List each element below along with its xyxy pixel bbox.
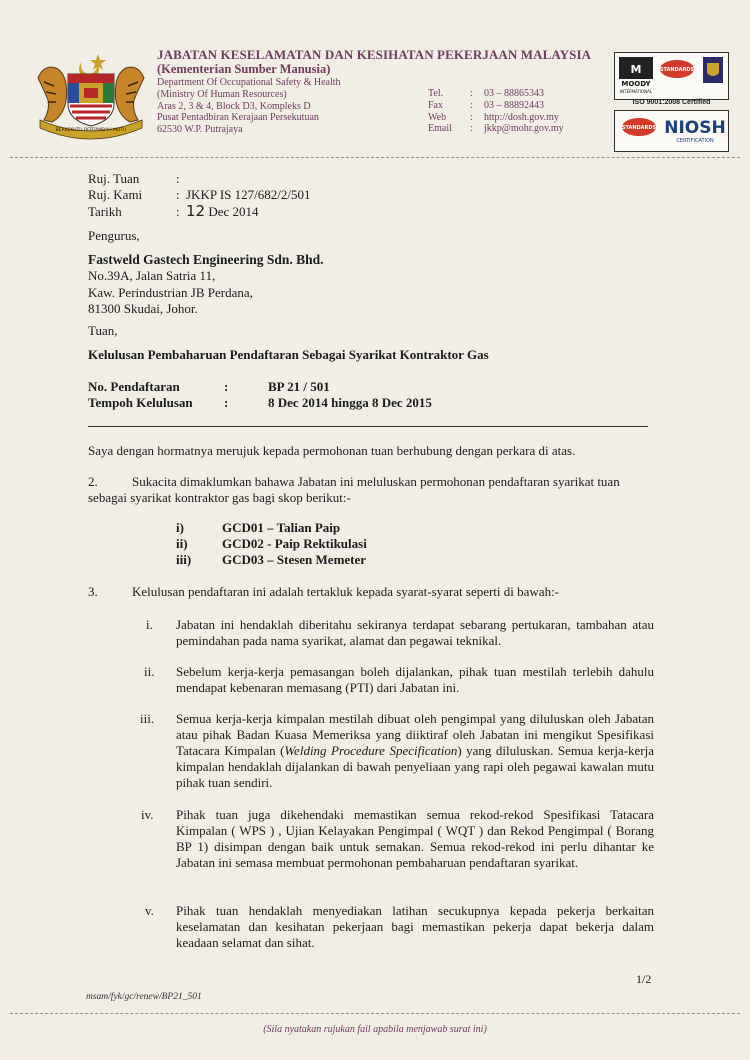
dept-english: Department Of Occupational Safety & Health (157, 77, 341, 88)
file-reference: msam/fyk/gc/renew/BP21_501 (86, 992, 202, 1002)
condition-number: iv. (141, 807, 154, 822)
tarikh-value: 12 Dec 2014 (186, 202, 259, 220)
web-value: http://dosh.gov.my (484, 111, 559, 123)
ministry-english: (Ministry Of Human Resources) (157, 88, 287, 100)
svg-text:INTERNATIONAL: INTERNATIONAL (619, 89, 653, 94)
svg-text:M: M (630, 63, 642, 76)
paragraph-1: Saya dengan hormatnya merujuk kepada permohonan tuan berhubung dengan perkara di atas. (88, 443, 576, 458)
svg-text:NIOSH: NIOSH (664, 118, 726, 138)
svg-text:CERTIFICATION: CERTIFICATION (676, 138, 714, 144)
recipient-title: Pengurus, (88, 228, 140, 243)
registration-block: No. Pendaftaran : BP 21 / 501 Tempoh Kelulusan : 8 Dec 2014 hingga 8 Dec 2015 (88, 379, 432, 410)
address-line-2: Pusat Pentadbiran Kerajaan Persekutuan (157, 112, 319, 124)
page-number: 1/2 (636, 972, 652, 986)
reg-label: No. Pendaftaran (88, 379, 180, 394)
condition-number: ii. (144, 664, 155, 679)
svg-text:MOODY: MOODY (621, 80, 651, 88)
period-label: Tempoh Kelulusan (88, 395, 193, 410)
paragraph-3-number: 3. (88, 584, 98, 599)
salutation: Tuan, (88, 323, 118, 338)
condition-text: Sebelum kerja-kerja pemasangan boleh dijalankan, pihak tuan mestilah terlebih dahulu mendapat kebenaran memasang (PTI) dari Jabatan ini. (176, 664, 654, 695)
tel-value: 03 – 88865343 (484, 88, 544, 99)
condition-text: Jabatan ini hendaklah diberitahu sekiranya terdapat sebarang pertukaran, tambahan atau pemindahan pada nama syarikat, alamat dan pegawai teknikal. (176, 617, 654, 648)
ruj-kami-label: Ruj. Kami (88, 187, 143, 202)
paragraph-2-line-2: sebagai syarikat kontraktor gas bagi skop berikut:- (88, 490, 351, 505)
recipient-address: No.39A, Jalan Satria 11, Kaw. Perindustrian JB Perdana, 81300 Skudai, Johor. (88, 268, 253, 316)
condition-number: i. (146, 617, 153, 632)
condition-number: iii. (140, 711, 155, 726)
svg-text:STANDARDS: STANDARDS (621, 125, 657, 131)
footer-divider (10, 1013, 740, 1014)
condition-number: v. (145, 903, 154, 918)
ruj-kami-value: JKKP IS 127/682/2/501 (186, 187, 311, 202)
subject-underline (88, 426, 648, 427)
ministry-name: (Kementerian Sumber Manusia) (157, 62, 331, 76)
agency-name: JABATAN KESELAMATAN DAN KESIHATAN PEKERJAAN MALAYSIA (157, 47, 592, 62)
paragraph-3: Kelulusan pendaftaran ini adalah tertakluk kepada syarat-syarat seperti di bawah:- (132, 584, 560, 599)
address-line-3: 62530 W.P. Putrajaya (157, 124, 243, 136)
scope-item: i) GCD01 – Talian Paip (176, 520, 341, 535)
condition-text: Semua kerja-kerja kimpalan mestilah dibuat oleh pengimpal yang diluluskan oleh Jabatan atau pihak Badan Kuasa Memeriksa yang diiktiraf oleh Jabatan ini mengikut Spesifikasi Tatacara Kimpalan (Welding Procedure Specification) yang diluluskan. Semua kerja-kerja kimpalan hendaklah dijalankan di bawah penyeliaan yang rapi oleh pegawai kawalan mutu pihak tuan sendiri. (176, 711, 655, 790)
period-value: 8 Dec 2014 hingga 8 Dec 2015 (268, 395, 432, 410)
tarikh-day-handwritten: 12 (186, 202, 206, 220)
certification-badge-moody (614, 52, 729, 100)
address-line-1: Aras 2, 3 & 4, Block D3, Kompleks D (157, 100, 311, 112)
agency-address (157, 77, 341, 136)
header-divider (10, 157, 740, 158)
contact-details: Tel. : 03 – 88865343 Fax : 03 – 88892443 Web : http://dosh.gov.my Email : jkkp@mohr.gov.my (428, 88, 564, 135)
reference-block: Ruj. Tuan : Ruj. Kami : JKKP IS 127/682/2/501 Tarikh : 12 Dec 2014 (88, 171, 311, 220)
reg-value: BP 21 / 501 (268, 379, 330, 394)
ruj-tuan-label: Ruj. Tuan (88, 171, 140, 186)
scope-item: ii) GCD02 - Paip Rektikulasi (176, 536, 367, 551)
certification-badge-niosh (614, 110, 729, 152)
paragraph-2-line-1: Sukacita dimaklumkan bahawa Jabatan ini meluluskan permohonan pendaftaran syarikat tuan (132, 474, 620, 489)
scope-list (176, 520, 367, 568)
tarikh-label: Tarikh (88, 203, 122, 219)
recipient-company: Fastweld Gastech Engineering Sdn. Bhd. (88, 252, 324, 267)
svg-text:BERSEKUTU BERTAMBAH MUTU: BERSEKUTU BERTAMBAH MUTU (55, 128, 127, 133)
scope-item: iii) GCD03 – Stesen Memeter (176, 552, 367, 567)
condition-text: Pihak tuan juga dikehendaki memastikan semua rekod-rekod Spesifikasi Tatacara Kimpalan ( WPS ) , Ujian Kelayakan Pengimpal ( WQT ) dan Rekod Pengimpal ( Borang BP 1) disimpan dengan baik untuk semakan. Semua rekod-rekod ini perlu dihantar ke Jabatan ini semasa membuat permohonan pembaharuan pendaftaran syarikat. (176, 807, 654, 870)
svg-text:STANDARDS: STANDARDS (659, 67, 695, 73)
paragraph-2-number: 2. (88, 474, 98, 489)
email-value: jkkp@mohr.gov.my (484, 123, 564, 135)
coat-of-arms-logo (32, 48, 150, 140)
fax-value: 03 – 88892443 (484, 99, 544, 111)
condition-text: Pihak tuan hendaklah menyediakan latihan secukupnya kepada pekerja berkaitan keselamatan dan kesihatan pekerjaan bagi memastikan pekerja dapat bekerja dalam keadaan selamat dan sihat. (176, 903, 654, 950)
iso-certified-label: ISO 9001:2008 Certified (632, 99, 711, 106)
subject-title: Kelulusan Pembaharuan Pendaftaran Sebagai Syarikat Kontraktor Gas (88, 347, 489, 362)
footer-note: (Sila nyatakan rujukan fail apabila menjawab surat ini) (263, 1024, 487, 1035)
ruj-tuan-value (186, 171, 310, 187)
